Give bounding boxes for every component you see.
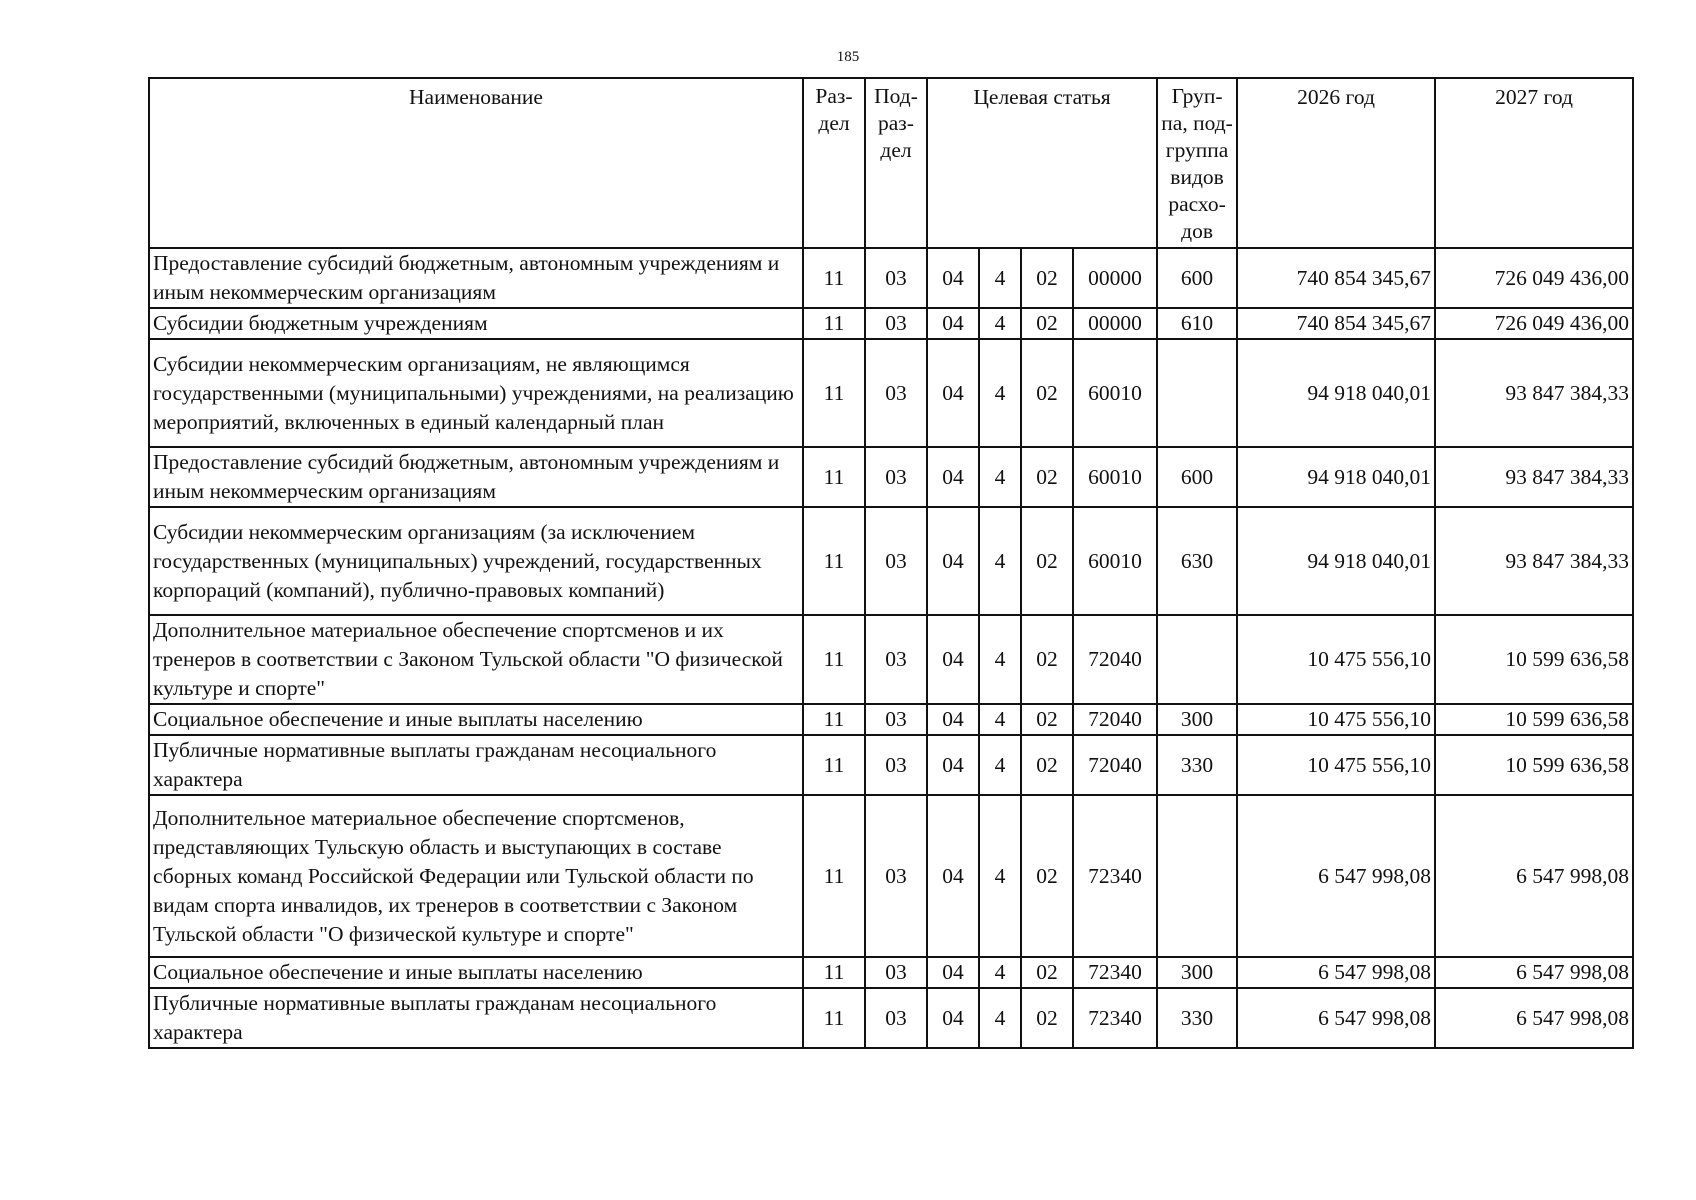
row-cs-direction: 72040 xyxy=(1073,704,1157,735)
header-celevaya-statya: Целевая статья xyxy=(927,78,1157,248)
table-row xyxy=(149,795,1633,957)
row-cs-subprogram: 02 xyxy=(1021,795,1073,957)
row-cs-type: 4 xyxy=(979,615,1021,704)
row-razdel: 11 xyxy=(803,957,865,988)
row-podrazdel: 03 xyxy=(865,447,927,507)
row-amount-2026: 94 918 040,01 xyxy=(1237,339,1435,447)
row-razdel: 11 xyxy=(803,735,865,795)
table-row xyxy=(149,248,1633,308)
row-vid-rashodov: 630 xyxy=(1157,507,1237,615)
row-cs-program: 04 xyxy=(927,988,979,1048)
row-cs-program: 04 xyxy=(927,447,979,507)
header-year-2027: 2027 год xyxy=(1435,78,1633,248)
row-vid-rashodov: 300 xyxy=(1157,704,1237,735)
row-vid-rashodov: 330 xyxy=(1157,735,1237,795)
table-row xyxy=(149,339,1633,447)
table-row xyxy=(149,447,1633,507)
row-amount-2026: 10 475 556,10 xyxy=(1237,735,1435,795)
row-amount-2026: 10 475 556,10 xyxy=(1237,615,1435,704)
row-amount-2027: 726 049 436,00 xyxy=(1435,248,1633,308)
row-cs-subprogram: 02 xyxy=(1021,615,1073,704)
row-name: Социальное обеспечение и иные выплаты населению xyxy=(149,957,803,988)
header-name: Наименование xyxy=(149,78,803,248)
row-podrazdel: 03 xyxy=(865,615,927,704)
row-amount-2026: 10 475 556,10 xyxy=(1237,704,1435,735)
row-cs-subprogram: 02 xyxy=(1021,735,1073,795)
row-name: Дополнительное материальное обеспечение спортсменов и их тренеров в соответствии с Законом Тульской области "О физической культуре и спорте" xyxy=(149,615,803,704)
row-vid-rashodov xyxy=(1157,795,1237,957)
row-amount-2027: 6 547 998,08 xyxy=(1435,988,1633,1048)
row-amount-2026: 6 547 998,08 xyxy=(1237,957,1435,988)
row-name: Предоставление субсидий бюджетным, автономным учреждениям и иным некоммерческим организациям xyxy=(149,248,803,308)
row-cs-direction: 72340 xyxy=(1073,957,1157,988)
row-cs-subprogram: 02 xyxy=(1021,248,1073,308)
row-vid-rashodov: 300 xyxy=(1157,957,1237,988)
row-cs-subprogram: 02 xyxy=(1021,957,1073,988)
row-amount-2026: 740 854 345,67 xyxy=(1237,308,1435,339)
table-row xyxy=(149,957,1633,988)
row-name: Публичные нормативные выплаты гражданам несоциального характера xyxy=(149,988,803,1048)
row-razdel: 11 xyxy=(803,507,865,615)
row-razdel: 11 xyxy=(803,615,865,704)
row-cs-subprogram: 02 xyxy=(1021,988,1073,1048)
row-cs-type: 4 xyxy=(979,795,1021,957)
row-cs-direction: 72040 xyxy=(1073,615,1157,704)
row-podrazdel: 03 xyxy=(865,248,927,308)
row-cs-direction: 72340 xyxy=(1073,795,1157,957)
table-row xyxy=(149,988,1633,1048)
row-cs-type: 4 xyxy=(979,308,1021,339)
table-row xyxy=(149,507,1633,615)
row-cs-subprogram: 02 xyxy=(1021,704,1073,735)
row-vid-rashodov xyxy=(1157,615,1237,704)
row-name: Дополнительное материальное обеспечение спортсменов, представляющих Тульскую область и выступающих в составе сборных команд Российской Федерации или Тульской области по видам спорта инвалидов, их тренеров в соответствии с Законом Тульской области "О физической культуре и спорте" xyxy=(149,795,803,957)
row-cs-program: 04 xyxy=(927,507,979,615)
row-amount-2026: 6 547 998,08 xyxy=(1237,795,1435,957)
row-name: Социальное обеспечение и иные выплаты населению xyxy=(149,704,803,735)
row-name: Субсидии некоммерческим организациям, не являющимся государственными (муниципальными) учреждениями, на реализацию мероприятий, включенных в единый календарный план xyxy=(149,339,803,447)
table-row xyxy=(149,308,1633,339)
row-razdel: 11 xyxy=(803,704,865,735)
header-razdel: Раз- дел xyxy=(803,78,865,248)
row-podrazdel: 03 xyxy=(865,308,927,339)
header-year-2026: 2026 год xyxy=(1237,78,1435,248)
row-vid-rashodov: 600 xyxy=(1157,248,1237,308)
row-cs-subprogram: 02 xyxy=(1021,507,1073,615)
row-podrazdel: 03 xyxy=(865,339,927,447)
row-cs-program: 04 xyxy=(927,248,979,308)
row-cs-direction: 00000 xyxy=(1073,248,1157,308)
row-cs-program: 04 xyxy=(927,957,979,988)
row-amount-2027: 10 599 636,58 xyxy=(1435,615,1633,704)
row-cs-type: 4 xyxy=(979,339,1021,447)
row-vid-rashodov: 610 xyxy=(1157,308,1237,339)
row-razdel: 11 xyxy=(803,339,865,447)
row-cs-type: 4 xyxy=(979,447,1021,507)
row-cs-program: 04 xyxy=(927,615,979,704)
header-gruppa-vidov-rashodov: Груп- па, под- группа видов расхо- дов xyxy=(1157,78,1237,248)
row-name: Публичные нормативные выплаты гражданам несоциального характера xyxy=(149,735,803,795)
table-row xyxy=(149,735,1633,795)
row-cs-direction: 72340 xyxy=(1073,988,1157,1048)
row-cs-direction: 60010 xyxy=(1073,507,1157,615)
row-vid-rashodov: 330 xyxy=(1157,988,1237,1048)
page-number: 185 xyxy=(836,49,860,65)
row-amount-2027: 726 049 436,00 xyxy=(1435,308,1633,339)
table-header-row xyxy=(149,78,1633,248)
row-podrazdel: 03 xyxy=(865,988,927,1048)
row-amount-2027: 10 599 636,58 xyxy=(1435,704,1633,735)
row-amount-2026: 6 547 998,08 xyxy=(1237,988,1435,1048)
budget-table xyxy=(148,77,1634,1049)
row-cs-program: 04 xyxy=(927,308,979,339)
row-name: Субсидии бюджетным учреждениям xyxy=(149,308,803,339)
row-amount-2027: 6 547 998,08 xyxy=(1435,795,1633,957)
row-cs-type: 4 xyxy=(979,957,1021,988)
header-podrazdel: Под- раз- дел xyxy=(865,78,927,248)
row-cs-subprogram: 02 xyxy=(1021,447,1073,507)
row-amount-2027: 6 547 998,08 xyxy=(1435,957,1633,988)
table-row xyxy=(149,704,1633,735)
row-cs-type: 4 xyxy=(979,704,1021,735)
row-cs-program: 04 xyxy=(927,704,979,735)
table-row xyxy=(149,615,1633,704)
row-name: Субсидии некоммерческим организациям (за исключением государственных (муниципальных) учреждений, государственных корпораций (компаний), публично-правовых компаний) xyxy=(149,507,803,615)
row-amount-2027: 93 847 384,33 xyxy=(1435,447,1633,507)
row-podrazdel: 03 xyxy=(865,704,927,735)
row-cs-subprogram: 02 xyxy=(1021,308,1073,339)
row-cs-program: 04 xyxy=(927,795,979,957)
row-cs-type: 4 xyxy=(979,507,1021,615)
row-cs-direction: 60010 xyxy=(1073,339,1157,447)
row-podrazdel: 03 xyxy=(865,735,927,795)
row-podrazdel: 03 xyxy=(865,957,927,988)
row-cs-type: 4 xyxy=(979,248,1021,308)
row-amount-2026: 94 918 040,01 xyxy=(1237,447,1435,507)
row-razdel: 11 xyxy=(803,308,865,339)
row-vid-rashodov: 600 xyxy=(1157,447,1237,507)
row-razdel: 11 xyxy=(803,248,865,308)
row-razdel: 11 xyxy=(803,447,865,507)
row-cs-type: 4 xyxy=(979,988,1021,1048)
row-vid-rashodov xyxy=(1157,339,1237,447)
row-cs-program: 04 xyxy=(927,339,979,447)
row-cs-type: 4 xyxy=(979,735,1021,795)
row-amount-2027: 93 847 384,33 xyxy=(1435,339,1633,447)
row-amount-2027: 93 847 384,33 xyxy=(1435,507,1633,615)
row-amount-2026: 94 918 040,01 xyxy=(1237,507,1435,615)
row-podrazdel: 03 xyxy=(865,507,927,615)
row-podrazdel: 03 xyxy=(865,795,927,957)
row-cs-direction: 00000 xyxy=(1073,308,1157,339)
row-cs-direction: 60010 xyxy=(1073,447,1157,507)
row-amount-2026: 740 854 345,67 xyxy=(1237,248,1435,308)
row-cs-program: 04 xyxy=(927,735,979,795)
row-cs-subprogram: 02 xyxy=(1021,339,1073,447)
row-name: Предоставление субсидий бюджетным, автономным учреждениям и иным некоммерческим организациям xyxy=(149,447,803,507)
row-amount-2027: 10 599 636,58 xyxy=(1435,735,1633,795)
row-cs-direction: 72040 xyxy=(1073,735,1157,795)
row-razdel: 11 xyxy=(803,988,865,1048)
row-razdel: 11 xyxy=(803,795,865,957)
